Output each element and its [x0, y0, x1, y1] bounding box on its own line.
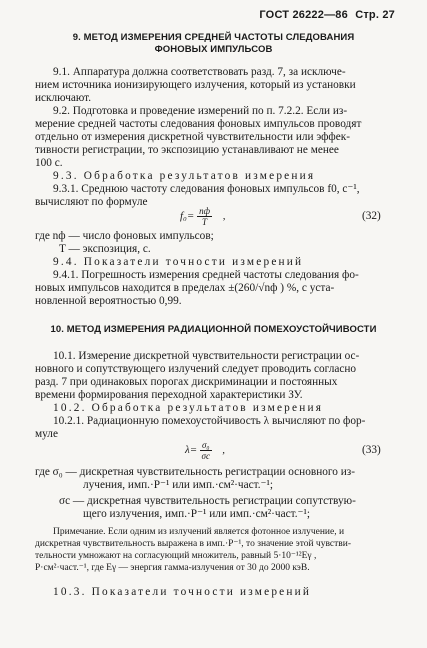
heading-9-3: 9.3. Обработка результатов измерения [53, 170, 316, 182]
where2-line-2: лучения, имп.·Р⁻¹ или имп.·см²·част.⁻¹; [83, 479, 274, 491]
heading-9-4: 9.4. Показатели точности измерений [53, 256, 304, 268]
p101-line-1: 10.1. Измерение дискретной чувствительности регистрации ос- [53, 350, 360, 362]
section-9-title-line-1: 9. МЕТОД ИЗМЕРЕНИЯ СРЕДНЕЙ ЧАСТОТЫ СЛЕДОВАНИЯ [72, 32, 355, 43]
formula-33-fraction [200, 440, 212, 461]
section-10-title: 10. МЕТОД ИЗМЕРЕНИЯ РАДИАЦИОННОЙ ПОМЕХОУСТОЙЧИВОСТИ [50, 324, 377, 335]
p91-line-3: исключают. [35, 92, 92, 104]
heading-10-2: 10.2. Обработка результатов измерения [53, 402, 324, 414]
p101-line-4: времени формирования переходной характеристики ЗУ. [35, 389, 303, 401]
p941-line-3: новленной вероятностью 0,99. [35, 295, 182, 307]
formula-33-numerator: σ₀ [201, 440, 210, 450]
formula-32 [180, 206, 225, 227]
note-line-1: Примечание. Если одним из излучений является фотонное излучение, и [53, 527, 345, 537]
p101-line-3: разд. 7 при одинаковых порогах дискриминации и постоянных [35, 376, 338, 388]
note-line-4: Р·см²·част.⁻¹, где Eγ — энергия гамма-излучения от 30 до 2000 кэВ. [35, 563, 310, 573]
heading-10-3: 10.3. Показатели точности измерений [53, 586, 312, 598]
formula-32-fraction [197, 206, 212, 227]
equation-number-32: (32) [362, 210, 381, 222]
p91-line-1: 9.1. Аппаратура должна соответствовать разд. 7, за исключе- [53, 66, 346, 78]
formula-32-denominator: T [202, 217, 208, 227]
where2-line-4: щего излучения, имп.·Р⁻¹ или имп.·см²·част.⁻¹; [83, 508, 311, 520]
equation-number-33: (33) [362, 444, 381, 456]
p941-line-1: 9.4.1. Погрешность измерения средней частоты следования фо- [53, 269, 359, 281]
where-line-2: T — экспозиция, с. [59, 243, 151, 255]
page-number: Стр. 27 [355, 9, 395, 21]
page-header [255, 9, 395, 21]
p92-line-4: тивности регистрации, то экспозицию устанавливают не менее [35, 144, 339, 156]
p931-line-2: вычисляют по формуле [35, 196, 148, 208]
note-line-3: тельности умножают на согласующий множитель, равный 5·10⁻¹²Eγ , [35, 551, 317, 561]
standard-number: ГОСТ 26222—86 [259, 9, 348, 21]
formula-32-comma: , [222, 210, 226, 223]
p931-line-1: 9.3.1. Среднюю частоту следования фоновых импульсов f0, с⁻¹, [53, 183, 360, 195]
formula-33-comma: , [222, 444, 226, 457]
p92-line-5: 100 с. [35, 157, 63, 169]
formula-32-lhs: f₀= [180, 210, 195, 223]
formula-32-numerator: nф [199, 206, 210, 216]
p91-line-2: нием источника ионизирующего излучения, который из установки [35, 79, 356, 91]
p101-line-2: новного и сопутствующего излучений следует проводить согласно [35, 363, 357, 375]
note-line-2: дискретная чувствительность выражена в имп.·Р⁻¹, то значение этой чувстви- [35, 539, 351, 549]
p1021-line-1: 10.2.1. Радиационную помехоустойчивость λ вычисляют по фор- [53, 415, 366, 427]
p92-line-3: отдельно от измерения дискретной чувствительности или эффек- [35, 131, 350, 143]
formula-33-denominator: σc [201, 451, 210, 461]
where-line-1: где nф — число фоновых импульсов; [35, 230, 214, 242]
p92-line-1: 9.2. Подготовка и проведение измерений по п. 7.2.2. Если из- [53, 105, 348, 117]
section-9-title-line-2: ФОНОВЫХ ИМПУЛЬСОВ [154, 44, 273, 55]
p941-line-2: новых импульсов находится в пределах ±(260/√nф ) %, с уста- [35, 282, 335, 294]
p92-line-2: мерение средней частоты следования фоновых импульсов проводят [35, 118, 362, 130]
where2-line-3: σc — дискретная чувствительность регистрации сопутствую- [59, 495, 356, 507]
formula-33-lhs: λ= [185, 444, 198, 457]
where2-line-1: где σ₀ — дискретная чувствительность регистрации основного из- [35, 466, 355, 478]
formula-33 [185, 440, 225, 461]
p1021-line-2: муле [35, 428, 58, 440]
